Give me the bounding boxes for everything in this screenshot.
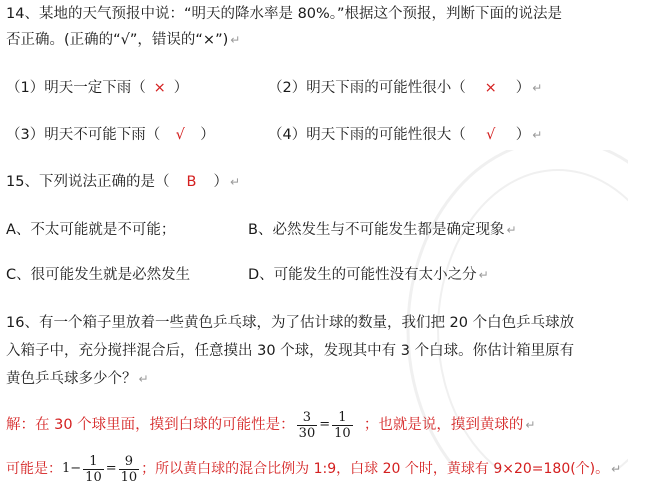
fraction-1-10: $\frac{1}{10}$ <box>334 409 351 441</box>
q14-item-3: （3）明天不可能下雨（ √ ） <box>6 127 215 143</box>
q14-answer-1: × <box>153 80 166 96</box>
solution-line1: 解：在 30 个球里面，摸到白球的可能性是： $\frac{3}{30}$ = $\frac{1}{10}$ ；也就是说，摸到黄球的 ↵ <box>6 409 536 441</box>
q15-option-c: C、很可能发生就是必然发生 <box>6 267 191 283</box>
q16-line1: 16、有一个箱子里放着一些黄色乒乓球，为了估计球的数量，我们把 20 个白色乒乓球放 <box>6 315 575 331</box>
q14-line2: 否正确。(正确的“√”，错误的“×”) ↵ <box>6 32 241 48</box>
q14-item-4: （4）明天下雨的可能性很大（ √ ） ↵ <box>268 127 543 143</box>
q15-option-b: B、必然发生与不可能发生都是确定现象 ↵ <box>248 222 517 238</box>
fraction-9-10: $\frac{9}{10}$ <box>120 453 138 485</box>
q14-answer-3: √ <box>175 127 185 143</box>
q14-item-2: （2）明天下雨的可能性很小（ × ） ↵ <box>268 80 543 96</box>
solution-line2: 可能是：1− $\frac{1}{10}$ = $\frac{9}{10}$ ；所以黄白球的混合比例为 1:9，白球 20 个时，黄球有 9×20=180(个)。 ↵ <box>6 453 622 485</box>
fraction-3-30: $\frac{3}{30}$ <box>298 409 316 441</box>
q16-line2: 入箱子中，充分搅拌混合后，任意摸出 30 个球，发现其中有 3 个白球。你估计箱里原有 <box>6 343 575 359</box>
q15-stem: 15、下列说法正确的是（ B ） ↵ <box>6 174 241 190</box>
q14-answer-4: √ <box>486 127 496 143</box>
fraction-1-10-b: $\frac{1}{10}$ <box>85 453 102 485</box>
q14-line1: 14、某地的天气预报中说：“明天的降水率是 80%。”根据这个预报，判断下面的说法是 <box>6 6 563 22</box>
q15-answer: B <box>186 174 197 190</box>
q16-line3: 黄色乒乓球多少个？ ↵ <box>6 371 149 387</box>
watermark-seal <box>388 150 628 470</box>
q14-answer-2: × <box>484 80 497 96</box>
q15-option-d: D、可能发生的可能性没有太小之分 ↵ <box>248 267 489 283</box>
q14-item-1: （1）明天一定下雨（ × ） <box>6 80 189 96</box>
q15-option-a: A、不太可能就是不可能； <box>6 222 176 238</box>
